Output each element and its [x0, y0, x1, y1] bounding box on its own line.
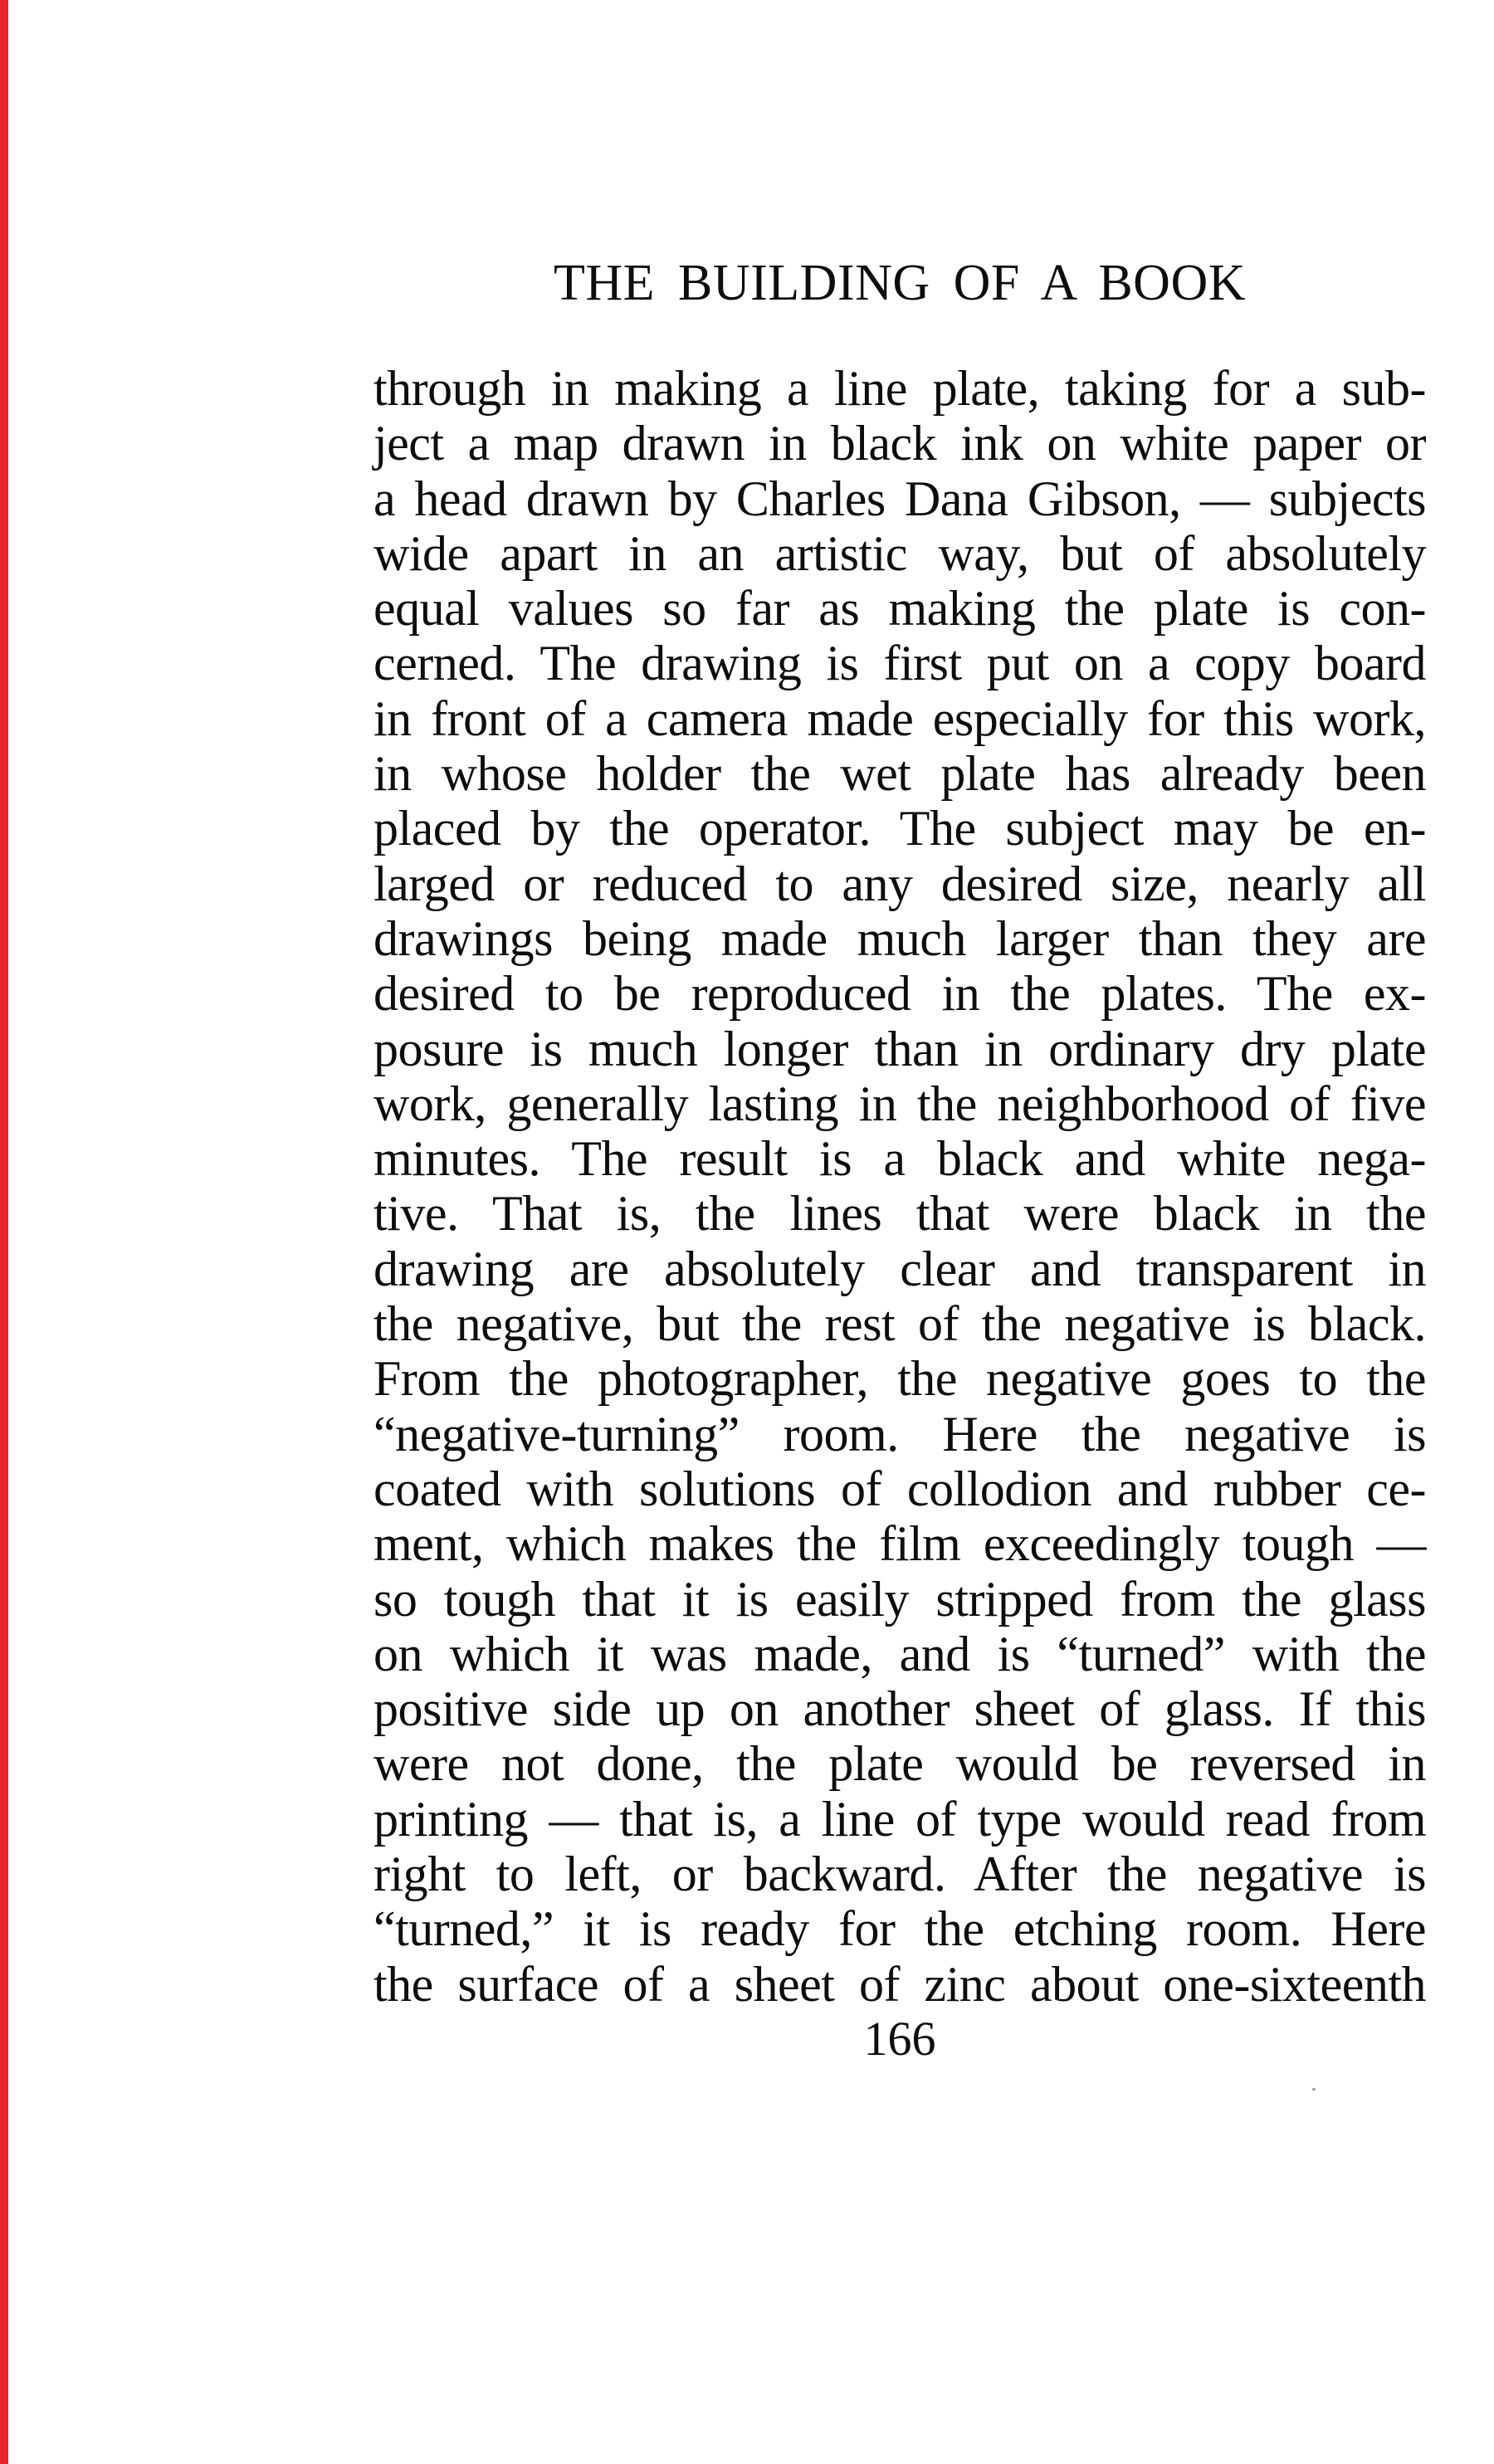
text-line: minutes. The result is a black and white nega- — [374, 1131, 1426, 1187]
text-line: work, generally lasting in the neighborhood of five — [374, 1076, 1426, 1131]
scan-edge-red-line — [0, 0, 8, 2464]
text-line: the surface of a sheet of zinc about one-sixteenth — [374, 1956, 1426, 2012]
page-number: 166 — [863, 2012, 936, 2066]
text-line: equal values so far as making the plate is con- — [374, 581, 1426, 637]
text-line: so tough that it is easily stripped from the glass — [374, 1571, 1426, 1627]
text-line: “negative-turning” room. Here the negative is — [374, 1406, 1426, 1461]
text-line: positive side up on another sheet of glass. If this — [374, 1681, 1426, 1737]
body-text — [374, 361, 1426, 2012]
text-line: through in making a line plate, taking for a sub- — [374, 361, 1426, 416]
text-line: drawing are absolutely clear and transparent in — [374, 1241, 1426, 1296]
text-line: the negative, but the rest of the negative is black. — [374, 1296, 1426, 1352]
text-line: wide apart in an artistic way, but of absolutely — [374, 525, 1426, 581]
scan-speck — [1312, 2088, 1316, 2091]
text-line: coated with solutions of collodion and rubber ce- — [374, 1461, 1426, 1516]
text-line: From the photographer, the negative goes to the — [374, 1351, 1426, 1407]
text-line: posure is much longer than in ordinary dry plate — [374, 1021, 1426, 1076]
text-line: right to left, or backward. After the negative is — [374, 1847, 1426, 1902]
text-line: “turned,” it is ready for the etching room. Here — [374, 1901, 1426, 1957]
text-line: ject a map drawn in black ink on white paper or — [374, 416, 1426, 471]
text-line: cerned. The drawing is first put on a copy board — [374, 636, 1426, 691]
text-line: in front of a camera made especially for this work, — [374, 690, 1426, 746]
text-line: drawings being made much larger than they are — [374, 910, 1426, 966]
text-line: ment, which makes the film exceedingly tough — — [374, 1516, 1426, 1572]
text-line: larged or reduced to any desired size, nearly all — [374, 856, 1426, 911]
text-line: printing — that is, a line of type would read from — [374, 1791, 1426, 1847]
text-line: placed by the operator. The subject may be en- — [374, 801, 1426, 856]
text-line: desired to be reproduced in the plates. The ex- — [374, 966, 1426, 1022]
text-line: were not done, the plate would be reversed in — [374, 1736, 1426, 1792]
running-head-title: THE BUILDING OF A BOOK — [554, 255, 1246, 311]
text-line: tive. That is, the lines that were black in the — [374, 1186, 1426, 1242]
text-line: a head drawn by Charles Dana Gibson, — subjects — [374, 471, 1426, 526]
text-line: in whose holder the wet plate has already been — [374, 746, 1426, 802]
text-line: on which it was made, and is “turned” with the — [374, 1626, 1426, 1681]
